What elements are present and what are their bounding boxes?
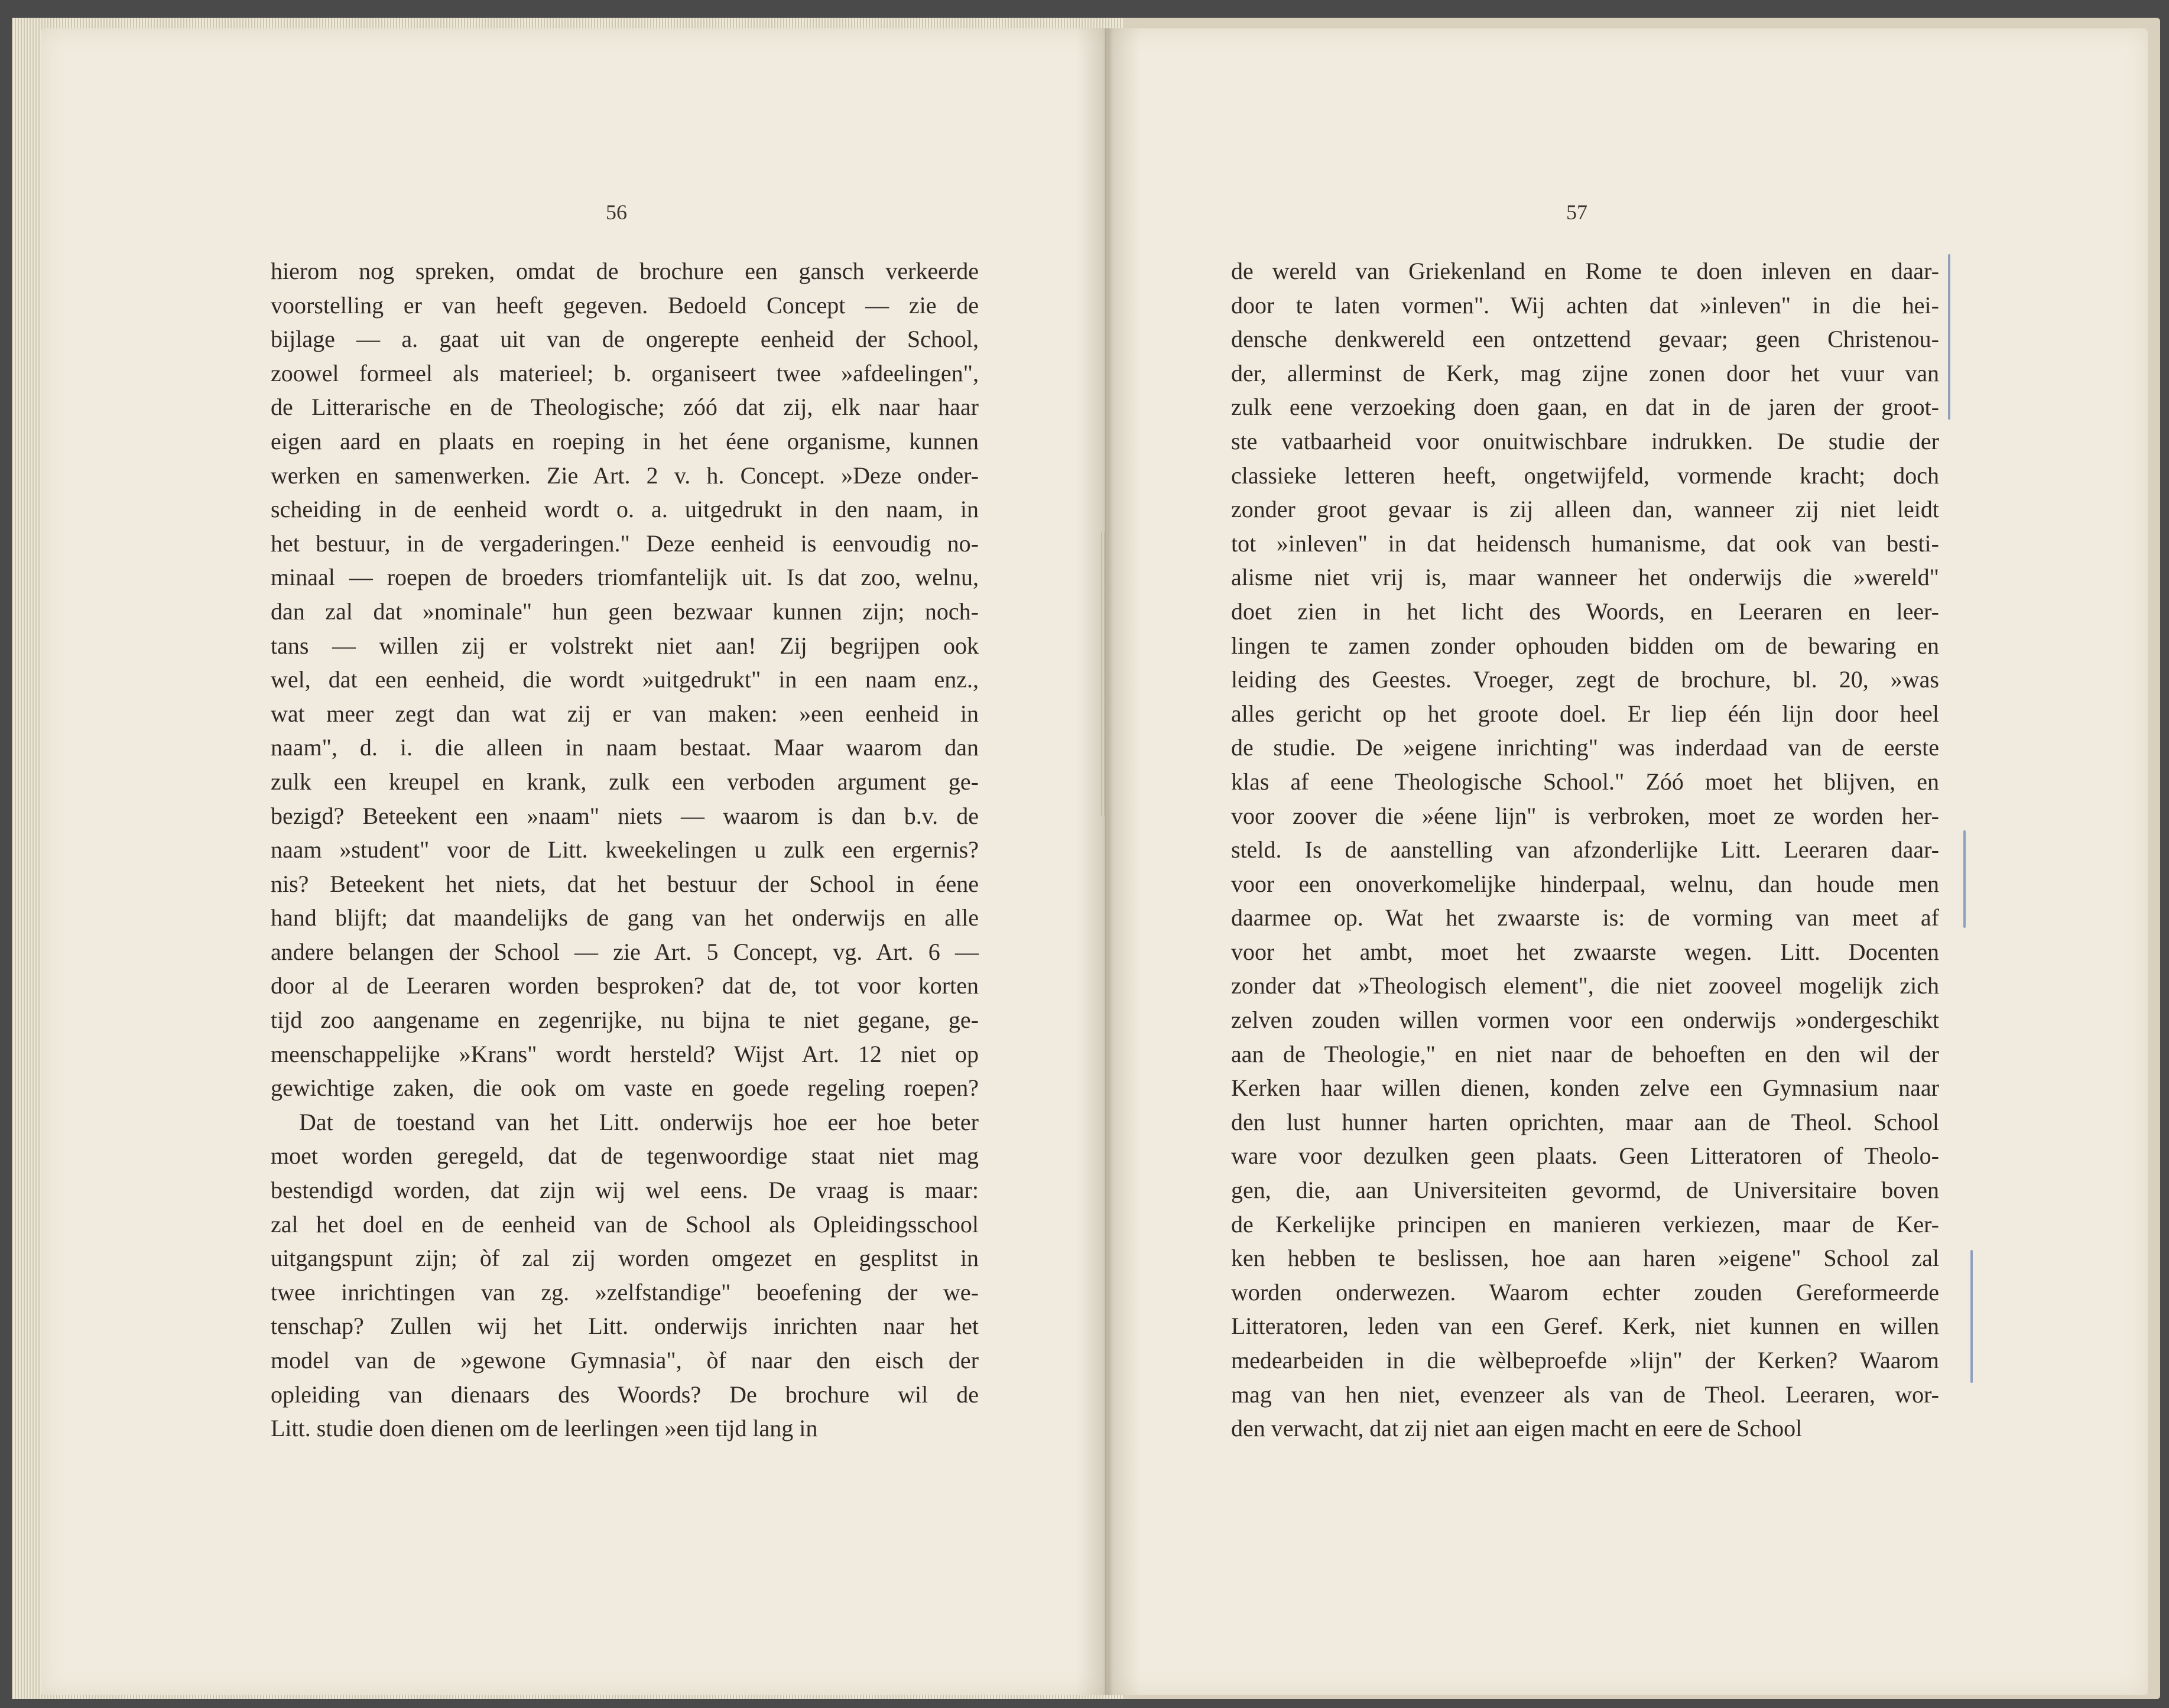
text-line: voor zoover die »éene lijn" is verbroken, moet ze worden her-	[1231, 802, 1939, 829]
text-line: medearbeiden in die wèlbeproefde »lijn" der Kerken? Waarom	[1231, 1347, 1939, 1373]
text-line: Litt. studie doen dienen om de leerlingen »een tijd lang in	[271, 1415, 818, 1442]
text-line: classieke letteren heeft, ongetwijfeld, vormende kracht; doch	[1231, 462, 1939, 489]
text-line: aan de Theologie," en niet naar de behoeften en den wil der	[1231, 1040, 1939, 1067]
text-line: zonder groot gevaar is zij alleen dan, wanneer zij niet leidt	[1231, 496, 1939, 523]
text-line: opleiding van dienaars des Woords? De brochure wil de	[271, 1381, 979, 1408]
text-line: alles gericht op het groote doel. Er liep één lijn door heel	[1231, 700, 1939, 727]
text-line: der, allerminst de Kerk, mag zijne zonen door het vuur van	[1231, 359, 1939, 387]
text-line: densche denkwereld een ontzettend gevaar; geen Christenou-	[1231, 326, 1939, 353]
text-line: moet worden geregeld, dat de tegenwoordige staat niet mag	[271, 1142, 979, 1170]
pencil-margin-mark	[1963, 830, 1966, 928]
text-line: tijd zoo aangename en zegenrijke, nu bijna te niet gegane, ge-	[271, 1006, 979, 1034]
text-line: het bestuur, in de vergaderingen." Deze eenheid is eenvoudig no-	[271, 530, 979, 557]
left-page-number: 56	[606, 200, 627, 224]
text-line: mag van hen niet, evenzeer als van de Theol. Leeraren, wor-	[1231, 1381, 1939, 1408]
text-line: voor het ambt, moet het zwaarste wegen. Litt. Docenten	[1231, 938, 1939, 965]
text-line: gen, die, aan Universiteiten gevormd, de Universitaire boven	[1231, 1177, 1939, 1204]
right-page-number: 57	[1566, 200, 1587, 224]
text-line: zelven zouden willen vormen voor een onderwijs »ondergeschikt	[1231, 1006, 1939, 1034]
text-line: de wereld van Griekenland en Rome te doen inleven en daar-	[1231, 258, 1939, 284]
text-line: door te laten vormen". Wij achten dat »inleven" in die hei-	[1231, 291, 1939, 319]
text-line: nis? Beteekent het niets, dat het bestuur der School in éene	[271, 870, 979, 897]
text-line: ware voor dezulken geen plaats. Geen Litteratoren of Theolo-	[1231, 1142, 1939, 1170]
text-line: doet zien in het licht des Woords, en Leeraren en leer-	[1231, 598, 1939, 625]
text-line: zulk een kreupel en krank, zulk een verboden argument ge-	[271, 768, 979, 795]
text-line: tot »inleven" in dat heidensch humanisme, dat ook van besti-	[1231, 530, 1939, 557]
text-line: twee inrichtingen van zg. »zelfstandige" beoefening der we-	[271, 1278, 979, 1306]
text-line: bestendigd worden, dat zijn wij wel eens. De vraag is maar:	[271, 1177, 979, 1204]
text-line: tenschap? Zullen wij het Litt. onderwijs inrichten naar het	[271, 1313, 979, 1340]
text-line: bezigd? Beteekent een »naam" niets — waarom is dan b.v. de	[271, 802, 979, 829]
text-line: ste vatbaarheid voor onuitwischbare indrukken. De studie der	[1231, 427, 1939, 454]
text-line: lingen te zamen zonder ophouden bidden om de bewaring en	[1231, 632, 1939, 659]
text-line: naam »student" voor de Litt. kweekelingen u zulk een ergernis?	[271, 836, 979, 863]
text-line: de studie. De »eigene inrichting" was inderdaad van de eerste	[1231, 734, 1939, 761]
text-line: bijlage — a. gaat uit van de ongerepte eenheid der School,	[271, 326, 979, 353]
text-line: voorstelling er van heeft gegeven. Bedoeld Concept — zie de	[271, 291, 979, 319]
text-line: de Kerkelijke principen en manieren verkiezen, maar de Ker-	[1231, 1210, 1939, 1238]
text-line: worden onderwezen. Waarom echter zouden Gereformeerde	[1231, 1278, 1939, 1306]
text-line: minaal — roepen de broeders triomfantelijk uit. Is dat zoo, welnu,	[271, 564, 979, 591]
text-line: meenschappelijke »Krans" wordt hersteld? Wijst Art. 12 niet op	[271, 1040, 979, 1067]
text-line: Litteratoren, leden van een Geref. Kerk, niet kunnen en willen	[1231, 1313, 1939, 1340]
text-line: door al de Leeraren worden besproken? dat de, tot voor korten	[271, 972, 979, 999]
text-line: Dat de toestand van het Litt. onderwijs hoe eer hoe beter	[299, 1108, 979, 1135]
text-line: hand blijft; dat maandelijks de gang van het onderwijs en alle	[271, 904, 979, 931]
text-line: naam", d. i. die alleen in naam bestaat. Maar waarom dan	[271, 734, 979, 761]
text-line: dan zal dat »nominale" hun geen bezwaar kunnen zijn; noch-	[271, 598, 979, 625]
text-line: zoowel formeel als materieel; b. organiseert twee »afdeelingen",	[271, 359, 979, 387]
text-line: Kerken haar willen dienen, konden zelve een Gymnasium naar	[1231, 1074, 1939, 1102]
text-line: tans — willen zij er volstrekt niet aan! Zij begrijpen ook	[271, 632, 979, 659]
text-line: klas af eene Theologische School." Zóó moet het blijven, en	[1231, 768, 1939, 795]
binding-thread	[1101, 532, 1105, 816]
text-line: wel, dat een eenheid, die wordt »uitgedrukt" in een naam enz.,	[271, 666, 979, 693]
text-line: steld. Is de aanstelling van afzonderlijke Litt. Leeraren daar-	[1231, 836, 1939, 863]
text-line: wat meer zegt dan wat zij er van maken: »een eenheid in	[271, 700, 979, 727]
text-line: alisme niet vrij is, maar wanneer het onderwijs die »wereld"	[1231, 564, 1939, 591]
text-line: den lust hunner harten oprichten, maar aan de Theol. School	[1231, 1108, 1939, 1135]
text-line: de Litterarische en de Theologische; zóó dat zij, elk naar haar	[271, 394, 979, 421]
text-line: zulk eene verzoeking doen gaan, en dat in de jaren der groot-	[1231, 394, 1939, 421]
pencil-margin-mark	[1948, 254, 1950, 420]
text-line: den verwacht, dat zij niet aan eigen macht en eere de School	[1231, 1415, 1803, 1442]
text-line: uitgangspunt zijn; òf zal zij worden omgezet en gesplitst in	[271, 1245, 979, 1272]
text-line: voor een onoverkomelijke hinderpaal, welnu, dan houde men	[1231, 870, 1939, 897]
text-line: model van de »gewone Gymnasia", òf naar den eisch der	[271, 1347, 979, 1373]
text-line: zonder dat »Theologisch element", die niet zooveel mogelijk zich	[1231, 972, 1939, 999]
right-page-text	[1231, 254, 1939, 1446]
text-line: ken hebben te beslissen, hoe aan haren »eigene" School zal	[1231, 1245, 1939, 1272]
book-gutter	[1076, 28, 1141, 1695]
text-line: daarmee op. Wat het zwaarste is: de vorming van meet af	[1231, 904, 1939, 931]
text-line: zal het doel en de eenheid van de School als Opleidingsschool	[271, 1210, 979, 1238]
text-line: leiding des Geestes. Vroeger, zegt de brochure, bl. 20, »was	[1231, 666, 1939, 693]
text-line: andere belangen der School — zie Art. 5 Concept, vg. Art. 6 —	[271, 938, 979, 965]
text-line: werken en samenwerken. Zie Art. 2 v. h. Concept. »Deze onder-	[271, 462, 979, 489]
pencil-margin-mark	[1970, 1250, 1973, 1383]
text-line: scheiding in de eenheid wordt o. a. uitgedrukt in den naam, in	[271, 496, 979, 523]
left-page-text	[271, 254, 979, 1446]
text-line: eigen aard en plaats en roeping in het éene organisme, kunnen	[271, 427, 979, 454]
text-line: hierom nog spreken, omdat de brochure een gansch verkeerde	[271, 258, 979, 284]
text-line: gewichtige zaken, die ook om vaste en goede regeling roepen?	[271, 1074, 979, 1102]
